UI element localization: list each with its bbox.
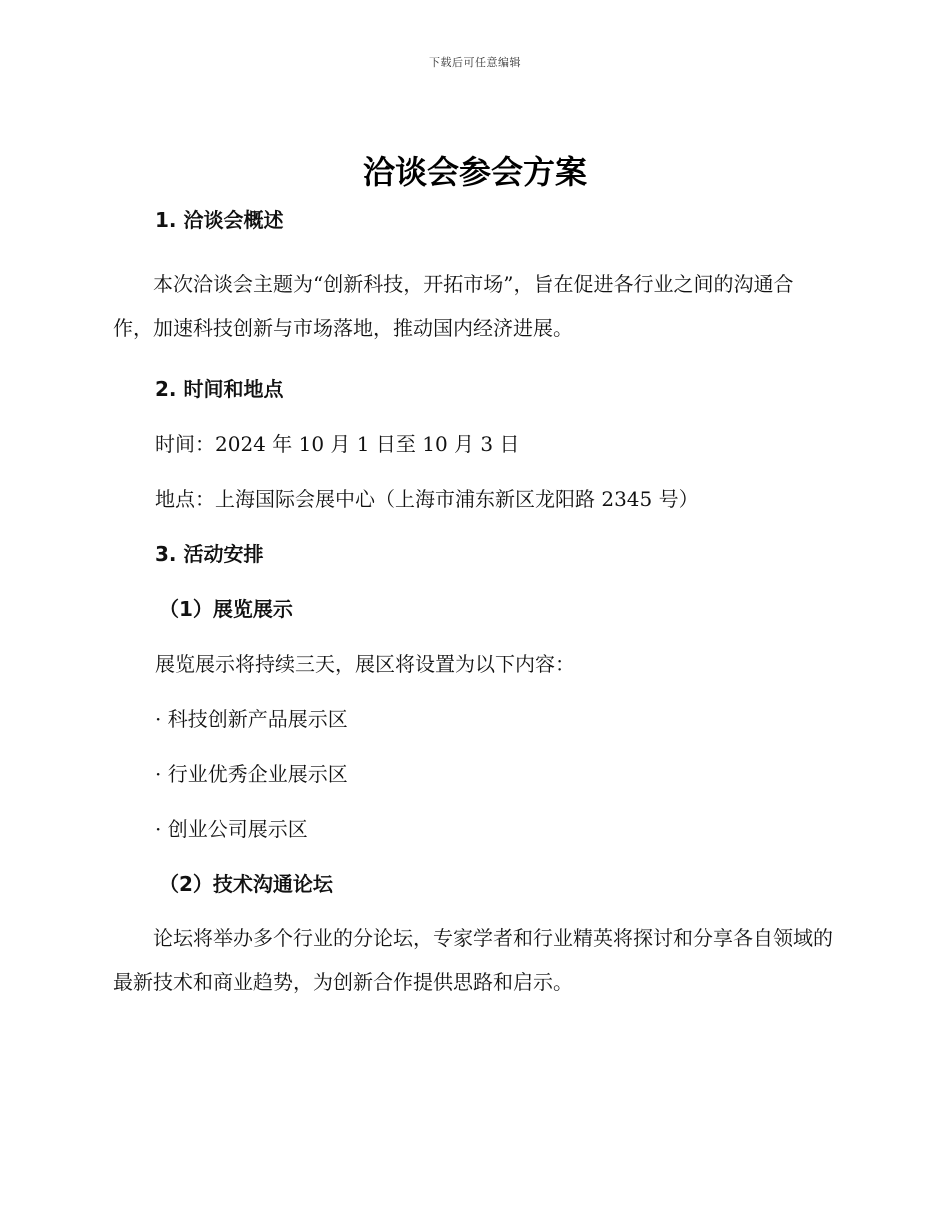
exhibition-intro: 展览展示将持续三天，展区将设置为以下内容： (155, 652, 575, 676)
list-item: · 行业优秀企业展示区 (155, 762, 348, 786)
list-item: · 科技创新产品展示区 (155, 707, 348, 731)
header-note: 下载后可任意编辑 (429, 56, 521, 69)
document-body (113, 200, 833, 1004)
subsection-heading-forum: （2）技术沟通论坛 (159, 872, 333, 896)
list-item: · 创业公司展示区 (155, 817, 308, 841)
section-heading-time-place: 2. 时间和地点 (155, 377, 284, 401)
event-place: 地点：上海国际会展中心（上海市浦东新区龙阳路 2345 号） (155, 487, 699, 511)
forum-paragraph: 论坛将举办多个行业的分论坛，专家学者和行业精英将探讨和分享各自领域的最新技术和商业趋势，为创新合作提供思路和启示。 (113, 926, 833, 994)
subsection-heading-exhibition: （1）展览展示 (159, 597, 293, 621)
document-title: 洽谈会参会方案 (362, 153, 587, 191)
section-heading-schedule: 3. 活动安排 (155, 542, 264, 566)
event-time: 时间：2024 年 10 月 1 日至 10 月 3 日 (155, 432, 520, 456)
overview-paragraph: 本次洽谈会主题为“创新科技，开拓市场”，旨在促进各行业之间的沟通合作，加速科技创新与市场落地，推动国内经济进展。 (113, 272, 794, 340)
section-heading-overview: 1. 洽谈会概述 (155, 208, 284, 232)
